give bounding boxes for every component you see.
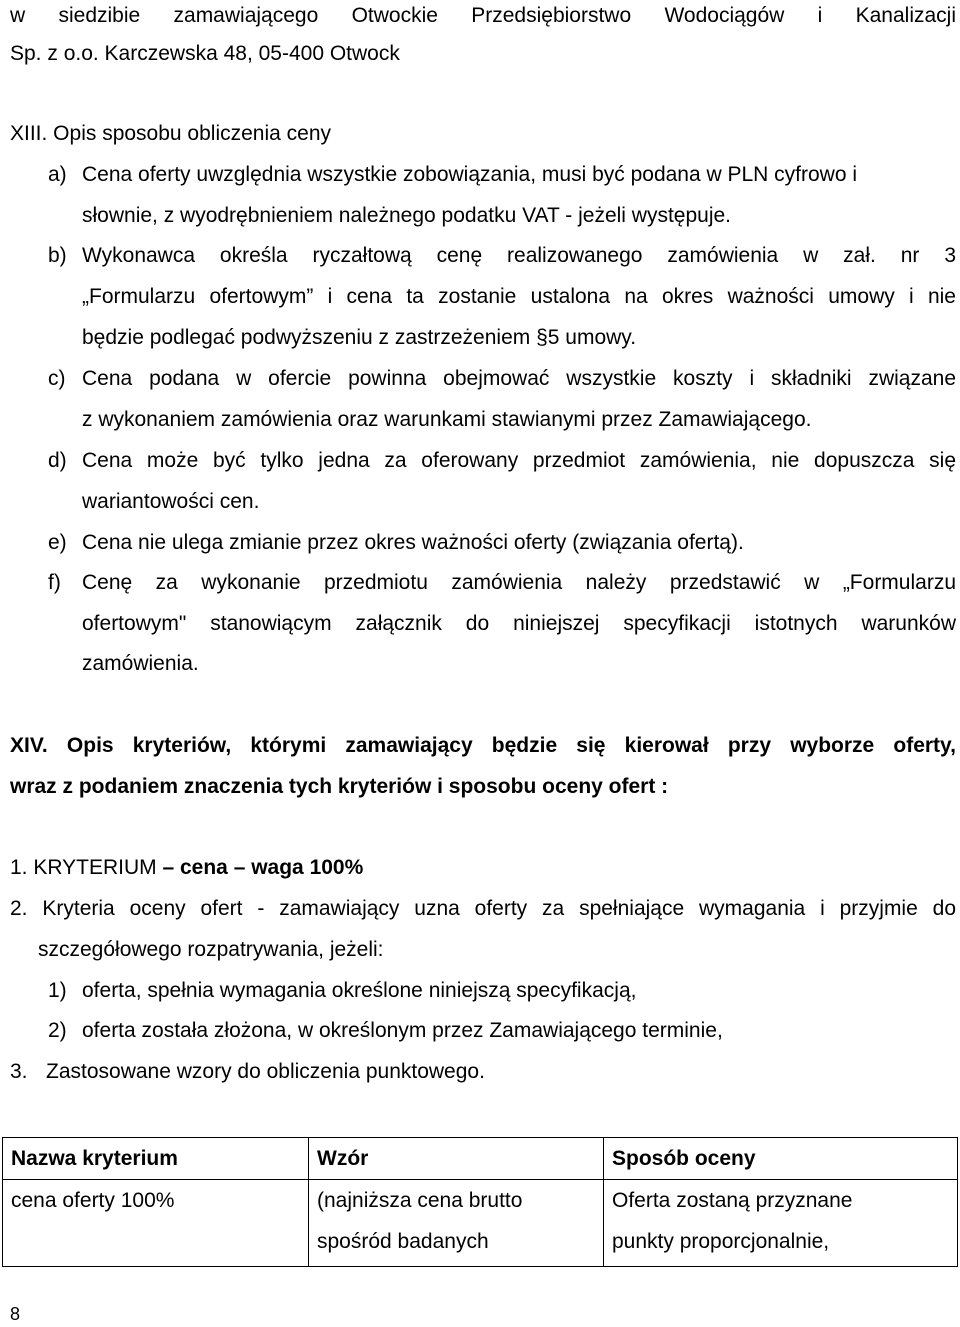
criterion-3-label: 3. bbox=[10, 1060, 28, 1083]
item-c-line-2: z wykonaniem zamówienia oraz warunkami stawianymi przez Zamawiającego. bbox=[82, 408, 812, 431]
item-f-line-2: ofertowym" stanowiącym załącznik do niniejszej specyfikacji istotnych warunków bbox=[82, 612, 956, 635]
header-cell-method: Sposób oceny bbox=[604, 1138, 958, 1180]
item-f-line-3: zamówienia. bbox=[82, 652, 199, 675]
intro-line-1: w siedzibie zamawiającego Otwockie Przedsiębiorstwo Wodociągów i Kanalizacji bbox=[10, 4, 956, 27]
item-a-label: a) bbox=[48, 163, 67, 186]
section-xiv-title-line-2: wraz z podaniem znaczenia tych kryteriów i sposobu oceny ofert : bbox=[10, 775, 669, 798]
criterion-1-weight: – cena – waga 100% bbox=[162, 856, 364, 879]
criteria-table bbox=[2, 1137, 958, 1267]
item-a-line-2: słownie, z wyodrębnieniem należnego podatku VAT - jeżeli występuje. bbox=[82, 204, 732, 227]
item-c-label: c) bbox=[48, 367, 66, 390]
page-number: 8 bbox=[10, 1304, 21, 1324]
criterion-2-line-1: 2. Kryteria oceny ofert - zamawiający uzna oferty za spełniające wymagania i przyjmie do bbox=[10, 897, 956, 920]
item-b-line-1: Wykonawca określa ryczałtową cenę realizowanego zamówienia w zał. nr 3 bbox=[82, 244, 956, 267]
table-header-row bbox=[3, 1138, 958, 1180]
cell-method-line-1: Oferta zostaną przyznane bbox=[612, 1189, 853, 1212]
header-cell-criterion: Nazwa kryterium bbox=[3, 1138, 309, 1180]
item-d-line-1: Cena może być tylko jedna za oferowany przedmiot zamówienia, nie dopuszcza się bbox=[82, 449, 956, 472]
criterion-3-text: Zastosowane wzory do obliczenia punktowego. bbox=[46, 1060, 485, 1083]
subitem-2-text: oferta została złożona, w określonym przez Zamawiającego terminie, bbox=[82, 1019, 723, 1042]
table-row bbox=[3, 1180, 958, 1267]
cell-method-line-2: punkty proporcjonalnie, bbox=[612, 1230, 830, 1253]
cell-criterion bbox=[3, 1180, 309, 1267]
header-cell-formula: Wzór bbox=[309, 1138, 604, 1180]
cell-formula-line-1: (najniższa cena brutto bbox=[317, 1189, 523, 1212]
item-f-label: f) bbox=[48, 571, 61, 594]
intro-line-2: Sp. z o.o. Karczewska 48, 05-400 Otwock bbox=[10, 42, 400, 65]
item-f-line-1: Cenę za wykonanie przedmiotu zamówienia należy przedstawić w „Formularzu bbox=[82, 571, 956, 594]
item-b-line-3: będzie podlegać podwyższeniu z zastrzeżeniem §5 umowy. bbox=[82, 326, 637, 349]
item-b-label: b) bbox=[48, 244, 67, 267]
item-c-line-1: Cena podana w ofercie powinna obejmować wszystkie koszty i składniki związane bbox=[82, 367, 956, 390]
section-xiii-title: XIII. Opis sposobu obliczenia ceny bbox=[10, 122, 332, 145]
subitem-1-text: oferta, spełnia wymagania określone niniejszą specyfikacją, bbox=[82, 979, 637, 1002]
item-a-line-1: Cena oferty uwzględnia wszystkie zobowiązania, musi być podana w PLN cyfrowo i bbox=[82, 163, 858, 186]
item-e-label: e) bbox=[48, 531, 67, 554]
item-b-line-2: „Formularzu ofertowym” i cena ta zostanie ustalona na okres ważności umowy i nie bbox=[82, 285, 956, 308]
cell-formula bbox=[309, 1180, 604, 1267]
item-d-line-2: wariantowości cen. bbox=[82, 490, 260, 513]
item-d-label: d) bbox=[48, 449, 67, 472]
criterion-2-line-2: szczegółowego rozpatrywania, jeżeli: bbox=[38, 938, 384, 961]
subitem-1-label: 1) bbox=[48, 979, 67, 1002]
subitem-2-label: 2) bbox=[48, 1019, 67, 1042]
criterion-1-prefix: 1. KRYTERIUM bbox=[10, 856, 163, 879]
criterion-1 bbox=[10, 855, 363, 881]
section-xiv-title-line-1: XIV. Opis kryteriów, którymi zamawiający będzie się kierował przy wyborze oferty, bbox=[10, 734, 956, 757]
item-e-line-1: Cena nie ulega zmianie przez okres ważności oferty (związania ofertą). bbox=[82, 531, 744, 554]
cell-formula-line-2: spośród badanych bbox=[317, 1230, 489, 1253]
cell-method bbox=[604, 1180, 958, 1267]
cell-criterion-text: cena oferty 100% bbox=[11, 1189, 175, 1212]
